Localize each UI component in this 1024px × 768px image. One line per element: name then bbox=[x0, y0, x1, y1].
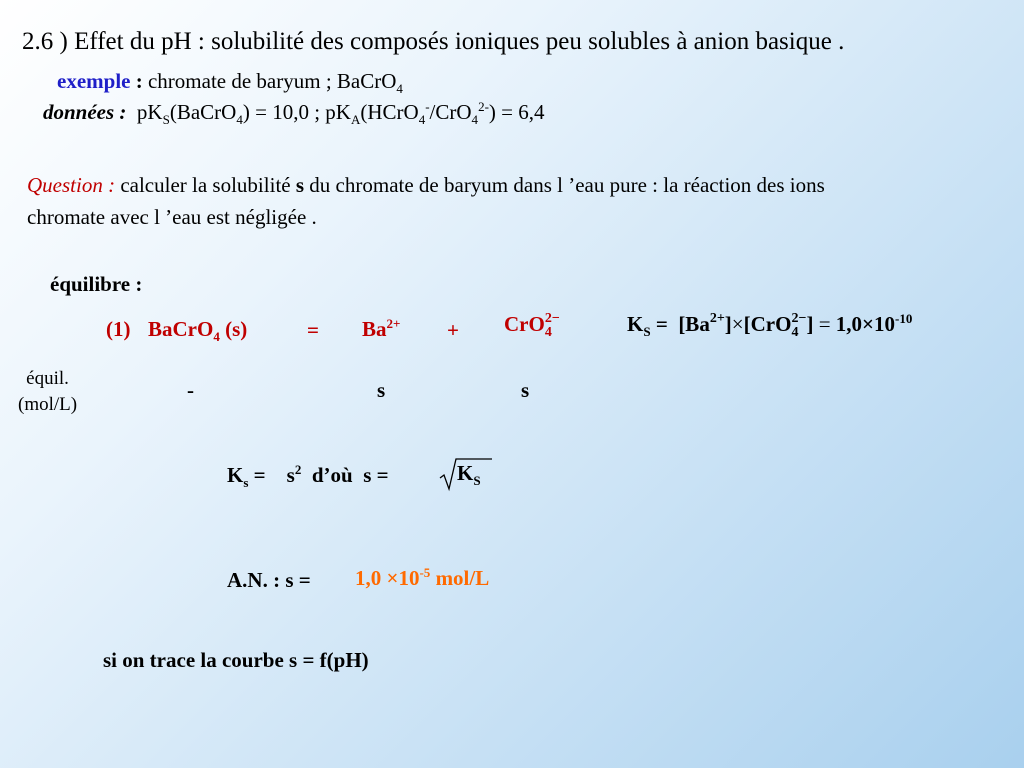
pks-expression: $pK_S(BaCrO_4) = 10,0$ ; $pK_A(HCrO_4^-/CrO_4^{2-}) = 6,4$ bbox=[136, 99, 545, 128]
page-heading: 2.6 ) Effet du pH : solubilité des composés ioniques peu solubles à anion basique . bbox=[22, 28, 845, 55]
reaction-number: (1) bbox=[106, 317, 131, 341]
ks-relation: $K_s$ = $s^2$ d’où s = bbox=[227, 462, 389, 491]
equil-label-line-2: (mol/L) bbox=[18, 394, 78, 415]
an-label: A.N. : s = bbox=[227, 568, 311, 592]
example-colon: : bbox=[130, 69, 143, 93]
example-sub: 4 bbox=[396, 81, 403, 97]
reaction-equals: = bbox=[307, 318, 319, 342]
ks-expression: $K_S = [Ba$ 2+ ]×[CrO 2− 4 ] = $1,0\times 10^{-10}$ bbox=[627, 311, 913, 341]
data-line bbox=[43, 99, 545, 128]
equil-solid: - bbox=[187, 378, 194, 402]
example-line bbox=[57, 69, 403, 97]
equil-ba: s bbox=[377, 378, 386, 402]
footer-text: si on trace la courbe s = f(pH) bbox=[103, 648, 369, 672]
sqrt-ks: $K_S$ bbox=[457, 461, 481, 489]
example-text: chromate de baryum ; BaCrO bbox=[147, 69, 397, 93]
data-label: données : bbox=[43, 100, 127, 124]
equil-label bbox=[18, 366, 77, 418]
equil-label-line-1: équil. bbox=[26, 368, 69, 389]
reaction-plus: + bbox=[447, 318, 459, 342]
question-block bbox=[27, 169, 825, 233]
equilibre-label: équilibre : bbox=[50, 272, 143, 296]
question-line-2: chromate avec l ’eau est négligée . bbox=[27, 205, 317, 229]
reaction-reactant: BaCrO$_4$ (s) bbox=[148, 317, 248, 345]
question-line-1: Question : calculer la solubilité s du chromate de baryum dans l ’eau pure : la réaction des ions bbox=[27, 173, 825, 197]
reaction-cation: $Ba^{2+}$ bbox=[362, 316, 401, 341]
example-label: exemple bbox=[57, 69, 131, 93]
equil-cro: s bbox=[521, 378, 530, 402]
question-label: Question : bbox=[27, 173, 116, 197]
an-value: $1,0 \times 10^{-5}$ mol/L bbox=[355, 565, 490, 590]
reaction-anion: CrO 2− 4 bbox=[504, 311, 560, 341]
